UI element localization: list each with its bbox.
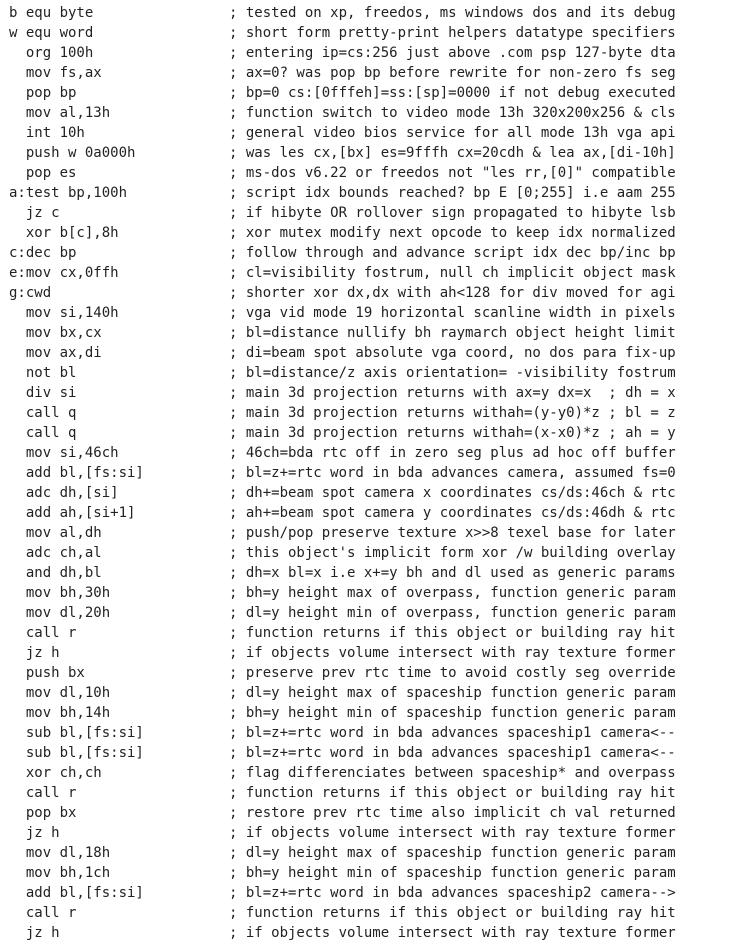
comment-text: ; tested on xp, freedos, ms windows dos and its debug (229, 5, 676, 21)
instruction-text: add bl,[fs:si] (9, 465, 144, 481)
code-line (0, 43, 740, 63)
code-line (0, 163, 740, 183)
instruction-text: jz h (9, 925, 60, 941)
code-line (0, 663, 740, 683)
code-line (0, 643, 740, 663)
comment-text: ; preserve prev rtc time to avoid costly seg override (229, 665, 676, 681)
comment-text: ; main 3d projection returns with ax=y dx=x ; dh = x (229, 385, 676, 401)
comment-text: ; general video bios service for all mode 13h vga api (229, 125, 676, 141)
instruction-text: mov bh,14h (9, 705, 111, 721)
instruction-text: call r (9, 785, 77, 801)
code-line (0, 463, 740, 483)
comment-text: ; dl=y height max of spaceship function generic param (229, 685, 676, 701)
code-line (0, 743, 740, 763)
code-line (0, 683, 740, 703)
code-line (0, 83, 740, 103)
instruction-text: mov si,46ch (9, 445, 119, 461)
code-line (0, 423, 740, 443)
instruction-text: jz h (9, 645, 60, 661)
comment-text: ; dl=y height max of spaceship function generic param (229, 845, 676, 861)
instruction-text: mov dl,10h (9, 685, 111, 701)
comment-text: ; ms-dos v6.22 or freedos not "les rr,[0]" compatible (229, 165, 676, 181)
instruction-text: g:cwd (9, 285, 52, 301)
instruction-text: sub bl,[fs:si] (9, 745, 144, 761)
instruction-text: call r (9, 905, 77, 921)
instruction-text: mov ax,di (9, 345, 102, 361)
instruction-text: push w 0a000h (9, 145, 136, 161)
code-line (0, 303, 740, 323)
comment-text: ; function returns if this object or building ray hit (229, 625, 676, 641)
instruction-text: and dh,bl (9, 565, 102, 581)
code-line (0, 203, 740, 223)
comment-text: ; this object's implicit form xor /w building overlay (229, 545, 676, 561)
code-line (0, 3, 740, 23)
comment-text: ; script idx bounds reached? bp E [0;255] i.e aam 255 (229, 185, 676, 201)
code-line (0, 343, 740, 363)
instruction-text: push bx (9, 665, 85, 681)
comment-text: ; bh=y height min of spaceship function generic param (229, 705, 676, 721)
code-line (0, 363, 740, 383)
code-line (0, 903, 740, 923)
instruction-text: adc ch,al (9, 545, 102, 561)
code-line (0, 243, 740, 263)
code-line (0, 523, 740, 543)
instruction-text: pop bx (9, 805, 77, 821)
assembly-source-listing (0, 3, 740, 943)
comment-text: ; shorter xor dx,dx with ah<128 for div moved for agi (229, 285, 676, 301)
instruction-text: mov bh,1ch (9, 865, 111, 881)
instruction-text: int 10h (9, 125, 85, 141)
code-line (0, 23, 740, 43)
code-line (0, 443, 740, 463)
code-line (0, 263, 740, 283)
instruction-text: pop bp (9, 85, 77, 101)
code-line (0, 763, 740, 783)
code-line (0, 623, 740, 643)
comment-text: ; dh+=beam spot camera x coordinates cs/ds:46ch & rtc (229, 485, 676, 501)
comment-text: ; restore prev rtc time also implicit ch val returned (229, 805, 676, 821)
code-line (0, 823, 740, 843)
comment-text: ; ax=0? was pop bp before rewrite for non-zero fs seg (229, 65, 676, 81)
comment-text: ; dh=x bl=x i.e x+=y bh and dl used as generic params (229, 565, 676, 581)
instruction-text: call q (9, 405, 77, 421)
code-line (0, 563, 740, 583)
code-line (0, 183, 740, 203)
comment-text: ; bl=z+=rtc word in bda advances spaceship2 camera--> (229, 885, 676, 901)
instruction-text: mov bh,30h (9, 585, 111, 601)
instruction-text: mov bx,cx (9, 325, 102, 341)
instruction-text: c:dec bp (9, 245, 77, 261)
comment-text: ; bh=y height max of overpass, function generic param (229, 585, 676, 601)
comment-text: ; main 3d projection returns withah=(y-y0)*z ; bl = z (229, 405, 676, 421)
instruction-text: mov al,dh (9, 525, 102, 541)
instruction-text: call r (9, 625, 77, 641)
comment-text: ; function returns if this object or building ray hit (229, 785, 676, 801)
comment-text: ; xor mutex modify next opcode to keep idx normalized (229, 225, 676, 241)
code-line (0, 803, 740, 823)
comment-text: ; if hibyte OR rollover sign propagated to hibyte lsb (229, 205, 676, 221)
instruction-text: call q (9, 425, 77, 441)
comment-text: ; was les cx,[bx] es=9fffh cx=20cdh & lea ax,[di-10h] (229, 145, 676, 161)
code-line (0, 383, 740, 403)
instruction-text: not bl (9, 365, 77, 381)
code-line (0, 543, 740, 563)
code-line (0, 323, 740, 343)
instruction-text: sub bl,[fs:si] (9, 725, 144, 741)
comment-text: ; bl=z+=rtc word in bda advances spaceship1 camera<-- (229, 725, 676, 741)
comment-text: ; follow through and advance script idx dec bp/inc bp (229, 245, 676, 261)
comment-text: ; bl=distance/z axis orientation= -visibility fostrum (229, 365, 676, 381)
comment-text: ; bp=0 cs:[0fffeh]=ss:[sp]=0000 if not debug executed (229, 85, 676, 101)
comment-text: ; bh=y height min of spaceship function generic param (229, 865, 676, 881)
code-line (0, 103, 740, 123)
code-line (0, 923, 740, 943)
instruction-text: mov al,13h (9, 105, 111, 121)
instruction-text: e:mov cx,0ffh (9, 265, 119, 281)
comment-text: ; bl=distance nullify bh raymarch object height limit (229, 325, 676, 341)
instruction-text: mov si,140h (9, 305, 119, 321)
code-line (0, 143, 740, 163)
code-line (0, 843, 740, 863)
comment-text: ; function switch to video mode 13h 320x200x256 & cls (229, 105, 676, 121)
comment-text: ; dl=y height min of overpass, function generic param (229, 605, 676, 621)
instruction-text: xor ch,ch (9, 765, 102, 781)
comment-text: ; vga vid mode 19 horizontal scanline width in pixels (229, 305, 676, 321)
instruction-text: mov dl,20h (9, 605, 111, 621)
instruction-text: jz c (9, 205, 60, 221)
code-line (0, 703, 740, 723)
instruction-text: div si (9, 385, 77, 401)
comment-text: ; flag differenciates between spaceship* and overpass (229, 765, 676, 781)
instruction-text: w equ word (9, 25, 94, 41)
comment-text: ; 46ch=bda rtc off in zero seg plus ad hoc off buffer (229, 445, 676, 461)
code-line (0, 63, 740, 83)
code-line (0, 863, 740, 883)
instruction-text: b equ byte (9, 5, 94, 21)
instruction-text: mov fs,ax (9, 65, 102, 81)
comment-text: ; bl=z+=rtc word in bda advances camera, assumed fs=0 (229, 465, 676, 481)
code-line (0, 883, 740, 903)
comment-text: ; bl=z+=rtc word in bda advances spaceship1 camera<-- (229, 745, 676, 761)
comment-text: ; short form pretty-print helpers datatype specifiers (229, 25, 676, 41)
code-line (0, 283, 740, 303)
comment-text: ; entering ip=cs:256 just above .com psp 127-byte dta (229, 45, 676, 61)
instruction-text: org 100h (9, 45, 94, 61)
code-line (0, 483, 740, 503)
code-line (0, 223, 740, 243)
instruction-text: pop es (9, 165, 77, 181)
code-line (0, 723, 740, 743)
code-line (0, 603, 740, 623)
code-line (0, 583, 740, 603)
comment-text: ; function returns if this object or building ray hit (229, 905, 676, 921)
instruction-text: adc dh,[si] (9, 485, 119, 501)
instruction-text: jz h (9, 825, 60, 841)
code-line (0, 503, 740, 523)
code-line (0, 403, 740, 423)
instruction-text: add bl,[fs:si] (9, 885, 144, 901)
comment-text: ; push/pop preserve texture x>>8 texel base for later (229, 525, 676, 541)
comment-text: ; cl=visibility fostrum, null ch implicit object mask (229, 265, 676, 281)
code-line (0, 783, 740, 803)
instruction-text: a:test bp,100h (9, 185, 128, 201)
comment-text: ; main 3d projection returns withah=(x-x0)*z ; ah = y (229, 425, 676, 441)
instruction-text: mov dl,18h (9, 845, 111, 861)
code-line (0, 123, 740, 143)
instruction-text: add ah,[si+1] (9, 505, 136, 521)
comment-text: ; ah+=beam spot camera y coordinates cs/ds:46dh & rtc (229, 505, 676, 521)
comment-text: ; if objects volume intersect with ray texture former (229, 825, 676, 841)
comment-text: ; di=beam spot absolute vga coord, no dos para fix-up (229, 345, 676, 361)
comment-text: ; if objects volume intersect with ray texture former (229, 645, 676, 661)
comment-text: ; if objects volume intersect with ray texture former (229, 925, 676, 941)
instruction-text: xor b[c],8h (9, 225, 119, 241)
